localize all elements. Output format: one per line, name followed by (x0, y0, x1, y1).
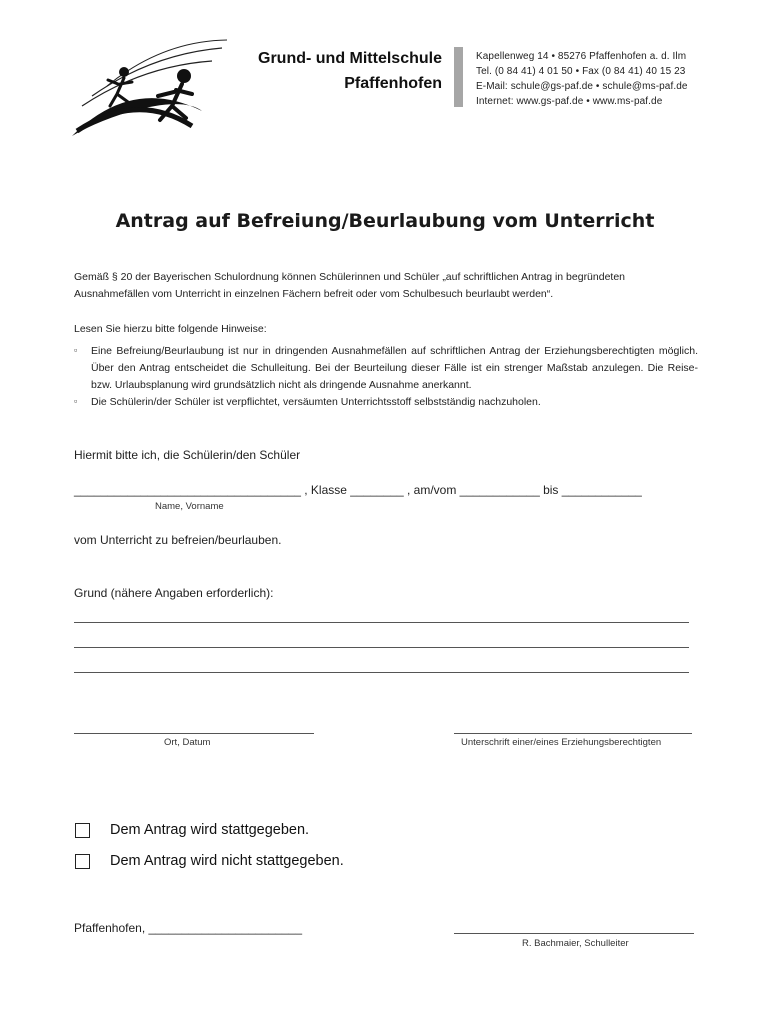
contact-phone-fax: Tel. (0 84 41) 4 01 50 • Fax (0 84 41) 40 15 23 (476, 66, 686, 77)
hinweis-item: Eine Befreiung/Beurlaubung ist nur in dringenden Ausnahmefällen auf schriftlichen Antrag der Erziehungsberechtigten möglich. Über den Antrag entscheidet die Schulleitung. Bei der Beurteilung dieser Fälle ist ein strenger Maßstab anzulegen. Die Reise- bzw. Urlaubsplanung wird grundsätzlich nicht als dringende Ausnahme anerkannt. (91, 345, 698, 391)
principal-signature-line[interactable] (454, 933, 694, 934)
student-fields-line[interactable]: __________________________________ , Klasse ________ , am/vom ____________ bis ____________ (74, 483, 642, 497)
grund-label: Grund (nähere Angaben erforderlich): (74, 586, 274, 600)
place-date-line[interactable]: Pfaffenhofen, _______________________ (74, 921, 303, 935)
ort-datum-caption: Ort, Datum (164, 737, 211, 748)
befreien-text: vom Unterricht zu befreien/beurlauben. (74, 533, 282, 547)
name-caption: Name, Vorname (155, 501, 224, 512)
grund-input-line[interactable] (74, 622, 689, 623)
grund-input-line[interactable] (74, 647, 689, 648)
hinweis-item: Die Schülerin/der Schüler ist verpflichtet, versäumten Unterrichtsstoff selbstständig nachzuholen. (91, 396, 541, 408)
denied-checkbox[interactable] (75, 854, 90, 869)
principal-caption: R. Bachmaier, Schulleiter (522, 938, 629, 949)
approved-label: Dem Antrag wird stattgegeben. (110, 822, 310, 838)
hinweise-label: Lesen Sie hierzu bitte folgende Hinweise: (74, 323, 267, 335)
contact-email: E-Mail: schule@gs-paf.de • schule@ms-paf.de (476, 81, 688, 92)
grund-input-line[interactable] (74, 672, 689, 673)
intro-paragraph: Gemäß § 20 der Bayerischen Schulordnung können Schülerinnen und Schüler „auf schriftlichen Antrag in begründeten Ausnahmefällen vom Unterricht in einzelnen Fächern befreit oder vom Schulbesuch beurlaubt werden“. (74, 271, 626, 300)
denied-label: Dem Antrag wird nicht stattgegeben. (110, 853, 344, 869)
contact-internet: Internet: www.gs-paf.de • www.ms-paf.de (476, 96, 663, 107)
bullet-icon: ▫ (74, 345, 78, 355)
document-title: Antrag auf Befreiung/Beurlaubung vom Unterricht (115, 210, 655, 232)
school-name-line2: Pfaffenhofen (344, 75, 442, 92)
ort-datum-line[interactable] (74, 733, 314, 734)
header-divider-bar (454, 47, 463, 107)
school-logo (62, 36, 232, 146)
contact-address: Kapellenweg 14 • 85276 Pfaffenhofen a. d. Ilm (476, 51, 687, 62)
bullet-icon: ▫ (74, 396, 78, 406)
parent-signature-caption: Unterschrift einer/eines Erziehungsberechtigten (461, 737, 662, 748)
school-name-line1: Grund- und Mittelschule (258, 50, 442, 67)
request-text: Hiermit bitte ich, die Schülerin/den Schüler (74, 448, 301, 462)
approved-checkbox[interactable] (75, 823, 90, 838)
parent-signature-line[interactable] (454, 733, 692, 734)
